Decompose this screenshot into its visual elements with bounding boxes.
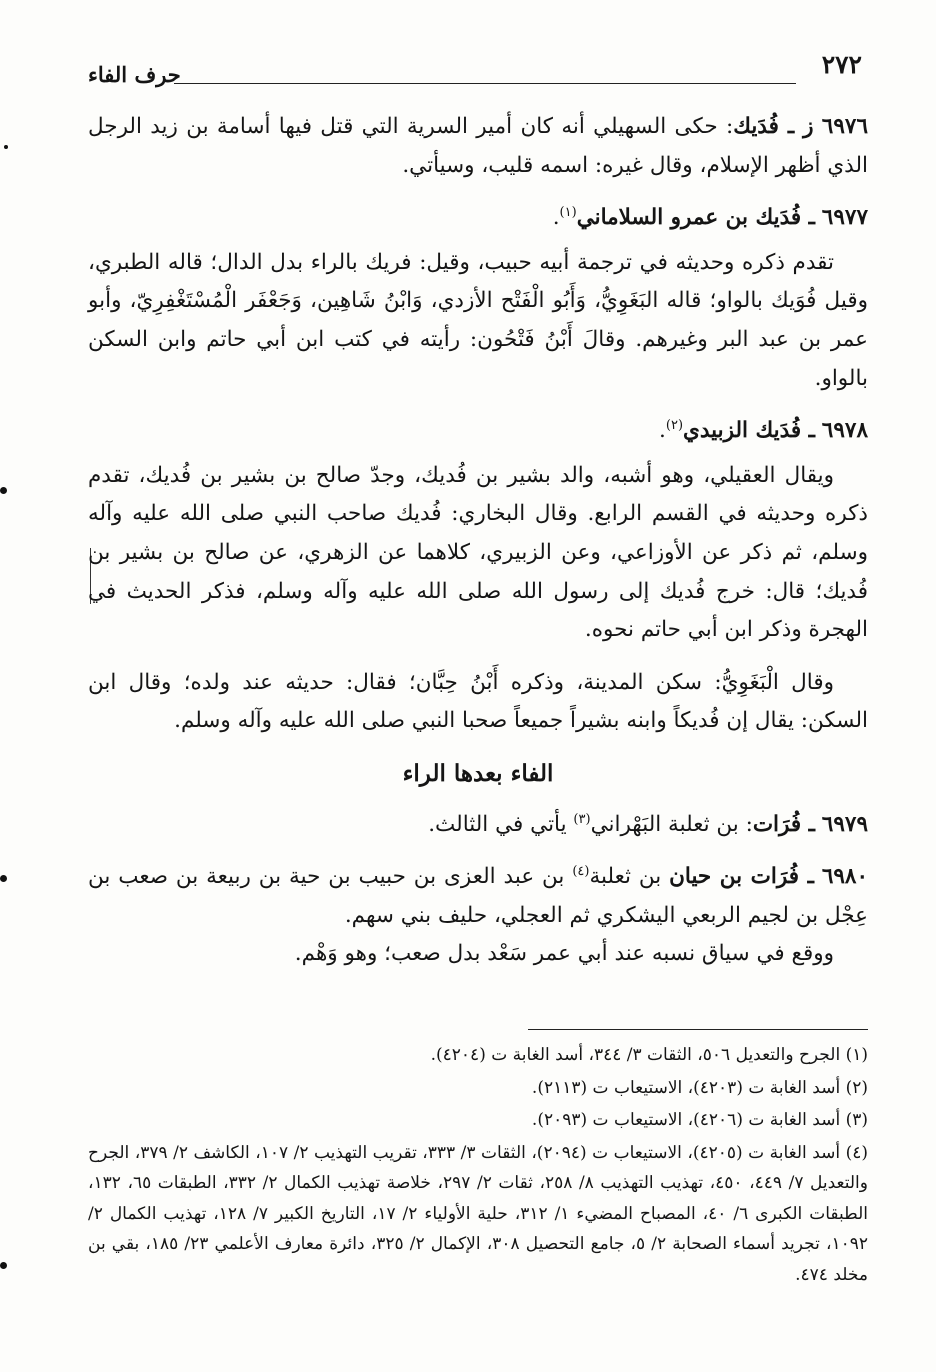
entry-name: فُدَيك <box>733 114 779 139</box>
entry-number: ٦٩٧٨ <box>821 418 868 444</box>
entry-name: ـ فُدَيك بن عمرو السلاماني <box>576 205 815 231</box>
margin-mark <box>0 487 7 494</box>
entry-6977-body: تقدم ذكره وحديثه في ترجمة أبيه حبيب، وقيل: فريك بالراء بدل الدال؛ قاله الطبري، وقيل فُوَيك بالواو؛ قاله البَغَوِيُّ، وَأَبُو الْفَتْح الأزدي، وَابْنُ شَاهِين، وَجَعْفَر الْمُسْتَغْفِرِيّ، وأبو عمر بن عبد البر وغيرهم. وقالَ أَبْنُ فَتْحُون: رأيته في كتب ابن أبي حاتم وابن السكن بالواو. <box>88 249 868 391</box>
entry-6979 <box>88 806 868 845</box>
page <box>88 44 868 1344</box>
entry-name: ـ فُرَات <box>752 811 815 837</box>
entry-6978-heading <box>88 412 868 451</box>
entry-number: ٦٩٧٦ <box>821 114 868 139</box>
footnote-ref: (١) <box>559 205 577 221</box>
header-rule <box>174 83 796 84</box>
footnotes <box>88 1040 868 1292</box>
entry-name: ـ فُدَيك الزبيدي <box>683 418 815 444</box>
footnote-2: (٢) أسد الغابة ت (٤٢٠٣)، الاستيعاب ت (٢١١٣). <box>531 1077 868 1098</box>
entry-name: ـ فُرَات بن حيان <box>669 864 814 890</box>
margin-mark <box>4 145 8 149</box>
page-header <box>88 44 868 92</box>
entry-text: : حكى السهيلي أنه كان أمير السرية التي قتل فيها أسامة بن زيد الرجل الذي أظهر الإسلام، وقال غيره: اسمه قليب، وسيأتي. <box>88 114 868 178</box>
footnote-ref: (٢) <box>665 418 684 433</box>
footnote-4: (٤) أسد الغابة ت (٤٢٠٥)، الاستيعاب ت (٢٠٩٤)، الثقات ٣/ ٣٣٣، تقريب التهذيب ٢/ ١٠٧، الكاشف ٢/ ٣٧٩، الجرح والتعديل ٧/ ٤٤٩، ٤٥٠، تهذيب التهذيب ٨/ ٢٥٨، ثقات ٢/ ٢٩٧، خلاصة تهذيب الكمال ٢/ ٣٣٢، الطبقات ٦٥، ١٣٢، الطبقات الكبرى ٦/ ٤٠، المصباح المضيء ١/ ٣١٢، حلية الأولياء ٢/ ١٧، التاريخ الكبير ٧/ ١٢٨، تهذيب الكمال ٢/ ١٠٩٢، تجريد أسماء الصحابة ٢/ ٥، جامع التحصيل ٣٠٨، الإكمال ٢/ ٣٢٥، دائرة معارف الأعلمي ٢٣/ ١٨٥، بقي بن مخلد ٤٧٤. <box>88 1142 869 1285</box>
footnote-ref: (٤) <box>572 863 590 879</box>
footnote-1: (١) الجرح والتعديل ٥٠٦، الثقات ٣/ ٣٤٤، أسد الغابة ت (٤٢٠٤). <box>430 1045 868 1065</box>
entry-6976 <box>88 108 868 185</box>
entry-text: : بن ثعلبة البَهْراني <box>590 811 753 837</box>
footnote-rule <box>528 1029 868 1030</box>
entry-prefix: ز ـ <box>778 114 814 139</box>
footnote-3: (٣) أسد الغابة ت (٤٢٠٦)، الاستيعاب ت (٢٠٩٣). <box>531 1110 868 1130</box>
running-head: حرف الفاء <box>88 62 181 87</box>
margin-mark <box>0 875 7 882</box>
section-heading: الفاء بعدها الراء <box>402 759 554 787</box>
page-number: ٢٧٢ <box>821 50 862 79</box>
entry-6980 <box>88 858 868 935</box>
entry-number: ٦٩٧٧ <box>821 205 868 231</box>
entry-6980-body: ووقع في سياق نسبه عند أبي عمر سَعْد بدل صعب؛ وهو وَهْم. <box>294 941 834 967</box>
entry-tail: . <box>659 418 666 444</box>
entry-number: ٦٩٨٠ <box>821 864 869 890</box>
entry-tail: . <box>552 205 560 231</box>
entry-6977-heading <box>88 199 868 238</box>
entry-text: بن ثعلبة <box>589 864 670 890</box>
entry-number: ٦٩٧٩ <box>821 811 868 837</box>
main-text <box>88 108 868 988</box>
entry-text: يأتي في الثالث. <box>428 811 574 837</box>
entry-text: بن عبد العزى بن حبيب بن حية بن ربيعة بن صعب بن عِجْل بن لجيم الربعي اليشكري ثم العجلي، حليف بني سهم. <box>88 864 868 928</box>
entry-6978-body: ويقال العقيلي، وهو أشبه، والد بشير بن فُديك، وجدّ صالح بن بشير بن فُديك، تقدم ذكره وحديثه في القسم الرابع. وقال البخاري: فُديك صاحب النبي صلى الله عليه وآله وسلم، ثم ذكر عن الأوزاعي، وعن الزبيري، كلاهما عن الزهري، عن صالح بن بشير بن فُديك؛ قال: خرج فُديك إلى رسول الله صلى الله عليه وآله وسلم، فذكر الحديث في الهجرة وذكر ابن أبي حاتم نحوه. <box>88 462 868 643</box>
margin-mark <box>0 1262 7 1269</box>
footnote-ref: (٣) <box>573 811 591 827</box>
entry-6978-body-2: وقال الْبَغَوِيُّ: سكن المدينة، وذكره أَبْنُ حِبَّان؛ فقال: حديثه عند ولده؛ وقال ابن السكن: يقال إن فُديكاً وابنه بشيراً جميعاً صحبا النبي صلى الله عليه وآله وسلم. <box>88 669 868 734</box>
